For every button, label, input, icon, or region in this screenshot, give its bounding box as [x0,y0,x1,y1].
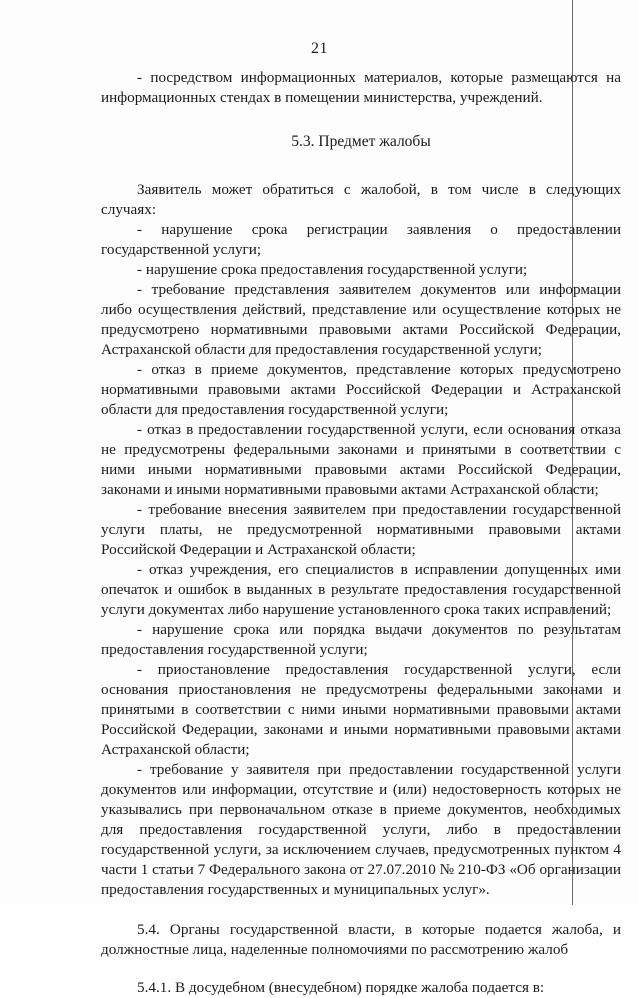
list-item: - требование у заявителя при предоставлении государственной услуги документов или информации, отсутствие и (или) недостоверность которых не указывались при первоначальном отказе в приеме документов, необходимых для предоставления государственной услуги, либо в предоставлении государственной услуги, за исключением случаев, предусмотренных пунктом 4 части 1 статьи 7 Федерального закона от 27.07.2010 № 210-ФЗ «Об организации предоставления государственных и муниципальных услуг». [101,761,621,898]
list-item: - требование представления заявителем документов или информации либо осуществления действий, представление или осуществление которых не предусмотрено нормативными правовыми актами Российской Федерации, Астраханской области для предоставления государственной услуги; [101,281,621,358]
section-heading-5-4: 5.4. Органы государственной власти, в которые подается жалоба, и должностные лица, наделенные полномочиями по рассмотрению жалоб [101,921,621,958]
list-item: - требование внесения заявителем при предоставлении государственной услуги платы, не предусмотренной нормативными правовыми актами Российской Федерации и Астраханской области; [101,501,621,558]
page-number: 21 [311,40,328,57]
subsection-heading-5-4-1: 5.4.1. В досудебном (внесудебном) порядке жалоба подается в: [137,979,545,996]
section-lead: Заявитель может обратиться с жалобой, в том числе в следующих случаях: [101,181,621,218]
document-body [101,68,621,998]
list-item: - нарушение срока регистрации заявления о предоставлении государственной услуги; [101,221,621,258]
section-heading-5-3: 5.3. Предмет жалобы [291,133,431,150]
list-item: - отказ учреждения, его специалистов в исправлении допущенных ими опечаток и ошибок в выданных в результате предоставления государственной услуги документах либо нарушение установленного срока таких исправлений; [101,561,621,618]
list-item: - приостановление предоставления государственной услуги, если основания приостановления не предусмотрены федеральными законами и принятыми в соответствии с ними иными нормативными правовыми актами Российской Федерации, законами и иными нормативными правовыми актами Астраханской области; [101,661,621,758]
list-item: - нарушение срока предоставления государственной услуги; [137,261,528,278]
list-item: - отказ в предоставлении государственной услуги, если основания отказа не предусмотрены федеральными законами и принятыми в соответствии с ними иными нормативными правовыми актами Российской Федерации, законами и иными нормативными правовыми актами Астраханской области; [101,421,621,498]
intro-paragraph: - посредством информационных материалов, которые размещаются на информационных стендах в помещении министерства, учреждений. [101,69,621,106]
list-item: - отказ в приеме документов, представление которых предусмотрено нормативными правовыми актами Российской Федерации и Астраханской области для предоставления государственной услуги; [101,361,621,418]
list-item: - нарушение срока или порядка выдачи документов по результатам предоставления государственной услуги; [101,621,621,658]
